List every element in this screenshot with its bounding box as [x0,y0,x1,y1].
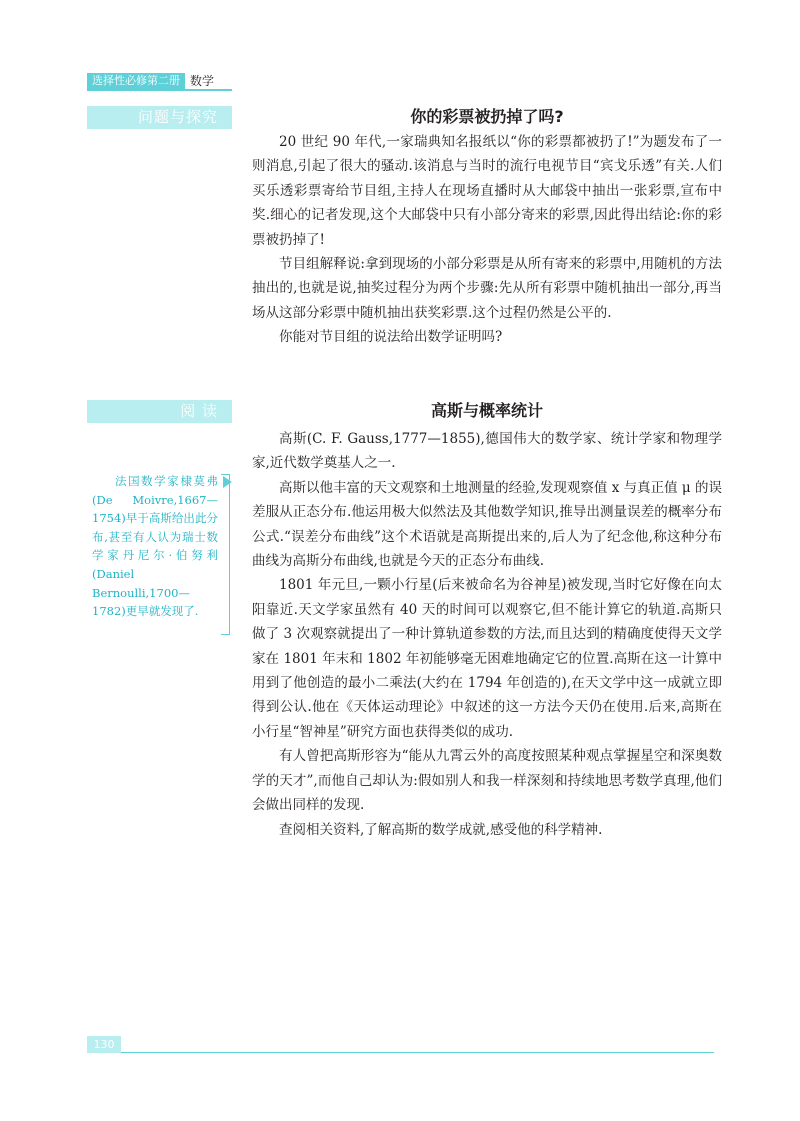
paragraph: 你能对节目组的说法给出数学证明吗? [279,329,503,346]
book-label: 选择性必修第二册 [87,73,185,89]
margin-note: 法国数学家棣莫弗(De Moivre,1667—1754)早于高斯给出此分布,甚至有人认为瑞士数学家丹尼尔·伯努利(Daniel Bernoulli,1700—1782)更早就发现了. [92,474,218,619]
footer-rule [121,1052,714,1053]
article-title-gauss: 高斯与概率统计 [430,401,543,420]
paragraph: 查阅相关资料,了解高斯的数学成就,感受他的科学精神. [279,821,603,838]
pointer-arrow-icon [223,476,232,488]
paragraph: 1801 年元旦,一颗小行星(后来被命名为谷神星)被发现,当时它好像在向太阳靠近.天文学家虽然有 40 天的时间可以观察它,但不能计算它的轨道.高斯只做了 3 次观察就提出了一种计算轨道参数的方法,而且达到的精确度使得天文学家在 1801 年末和 1802 年初能够毫无困难地确定它的位置.高斯在这一计算中用到了他创造的最小二乘法(大约在 1794 年创造的),在天文学中这一成就立即得到公认.他在《天体运动理论》中叙述的这一方法今天仍在使用.后来,高斯在小行星“智神星”研究方面也获得类似的成功. [252,577,722,740]
header-rule [87,89,232,91]
subject-label: 数学 [190,74,215,88]
article-body-gauss [252,427,722,842]
section-label-explore: 问题与探究 [87,106,232,129]
article-title-lottery: 你的彩票被扔掉了吗? [410,107,564,126]
section-label-reading: 阅 读 [87,400,232,423]
paragraph: 节目组解释说:拿到现场的小部分彩票是从所有寄来的彩票中,用随机的方法抽出的,也就是说,抽奖过程分为两个步骤:先从所有彩票中随机抽出一部分,再当场从这部分彩票中随机抽出获奖彩票.这个过程仍然是公平的. [252,256,722,321]
page-number: 130 [87,1036,121,1053]
paragraph: 有人曾把高斯形容为“能从九霄云外的高度按照某种观点掌握星空和深奥数学的天才”,而他自己却认为:假如别人和我一样深刻和持续地思考数学真理,他们会做出同样的发现. [252,748,722,814]
paragraph: 高斯(C. F. Gauss,1777—1855),德国伟大的数学家、统计学家和物理学家,近代数学奠基人之一. [252,431,722,472]
paragraph: 20 世纪 90 年代,一家瑞典知名报纸以“你的彩票都被扔了!”为题发布了一则消息,引起了很大的骚动.该消息与当时的流行电视节目“宾戈乐透”有关.人们买乐透彩票寄给节目组,主持人在现场直播时从大邮袋中抽出一张彩票,宣布中奖.细心的记者发现,这个大邮袋中只有小部分寄来的彩票,因此得出结论:你的彩票被扔掉了! [252,134,722,248]
running-header [87,73,214,89]
margin-note-bracket [221,474,230,635]
article-body-lottery [252,130,722,350]
paragraph: 高斯以他丰富的天文观察和土地测量的经验,发现观察值 x 与真正值 μ 的误差服从正态分布.他运用极大似然法及其他数学知识,推导出测量误差的概率分布公式.“误差分布曲线”这个术语就是高斯提出来的,后人为了纪念他,称这种分布曲线为高斯分布曲线,也就是今天的正态分布曲线. [252,479,722,570]
